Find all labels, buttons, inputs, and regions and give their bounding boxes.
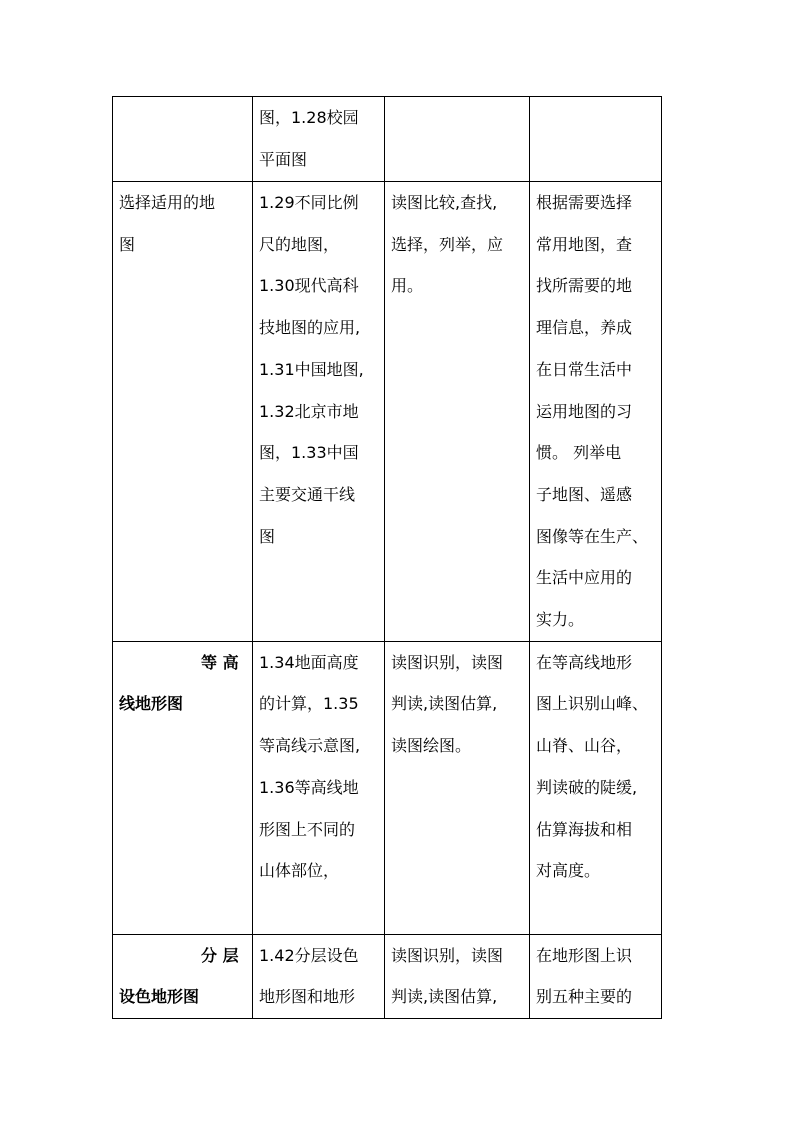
table-row	[113, 97, 662, 182]
cell-text: 在等高线地形 图上识别山峰、 山脊、山谷， 判读破的陡缓, 估算海拔和相 对高度。	[536, 652, 649, 881]
table-cell-topic	[113, 641, 253, 934]
cell-text: 设色地形图	[119, 987, 200, 1007]
table-cell-figures	[253, 182, 385, 642]
cell-text: 分 层	[201, 945, 239, 965]
cell-text: 图，1.28校园 平面图	[259, 108, 359, 169]
table-cell-topic	[113, 934, 253, 1018]
table-row	[113, 182, 662, 642]
table-row	[113, 641, 662, 934]
cell-text: 读图识别，读图 判读,读图估算,	[391, 945, 504, 1007]
table-cell-activities	[385, 97, 530, 182]
table-cell-figures	[253, 934, 385, 1018]
cell-text: 选择适用的地 图	[119, 193, 216, 254]
cell-text: 线地形图	[119, 694, 184, 714]
table-cell-goals	[530, 934, 662, 1018]
table-cell-goals	[530, 97, 662, 182]
table-cell-figures	[253, 641, 385, 934]
table-cell-topic	[113, 97, 253, 182]
cell-text: 1.34地面高度 的计算，1.35 等高线示意图, 1.36等高线地 形图上不同的 山体部位，	[259, 652, 361, 881]
cell-text: 1.29不同比例 尺的地图， 1.30现代高科 技地图的应用, 1.31中国地图, 1.32北京市地 图，1.33中国 主要交通干线 图	[259, 193, 364, 546]
table-cell-goals	[530, 641, 662, 934]
table-cell-activities	[385, 182, 530, 642]
cell-text: 根据需要选择 常用地图，查 找所需要的地 理信息，养成 在日常生活中 运用地图的习 惯。 列举电 子地图、遥感 图像等在生产、 生活中应用的 实力。	[536, 193, 649, 630]
curriculum-table	[112, 96, 662, 1019]
cell-text: 等 高	[201, 652, 239, 672]
cell-text: 1.42分层设色 地形图和地形	[259, 945, 359, 1007]
cell-text: 读图识别，读图 判读,读图估算, 读图绘图。	[391, 652, 504, 756]
table-cell-activities	[385, 934, 530, 1018]
table-row	[113, 934, 662, 1018]
cell-text: 读图比较,查找, 选择，列举，应 用。	[391, 193, 504, 296]
table-cell-activities	[385, 641, 530, 934]
table-cell-goals	[530, 182, 662, 642]
cell-text: 在地形图上识 别五种主要的	[536, 945, 633, 1007]
table-cell-figures	[253, 97, 385, 182]
table-cell-topic	[113, 182, 253, 642]
